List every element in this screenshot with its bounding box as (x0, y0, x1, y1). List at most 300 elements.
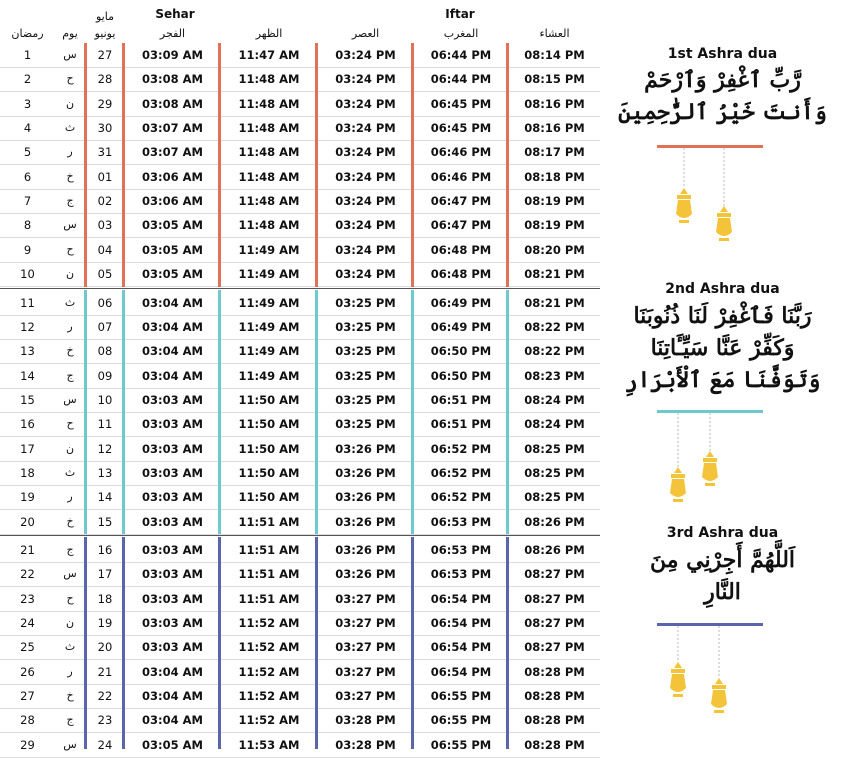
gregorian-day: 15 (97, 514, 113, 529)
ramadan-day: 1 (23, 48, 32, 62)
ramadan-day: 26 (20, 664, 35, 679)
table-row (0, 733, 600, 758)
gregorian-day: 19 (97, 616, 113, 631)
gregorian-day: 30 (97, 121, 113, 136)
ashra-1-column-line (122, 43, 125, 287)
fajr-time: 03:07 AM (142, 121, 203, 136)
table-row (0, 538, 600, 563)
ramadan-day: 9 (23, 242, 32, 257)
fajr-time: 03:04 AM (142, 368, 203, 383)
maghrib-time: 06:45 PM (430, 96, 492, 111)
dhuhr-time: 11:50 AM (238, 490, 300, 505)
lantern-icon (668, 148, 738, 247)
asr-time: 03:24 PM (335, 169, 396, 184)
dhuhr-time: 11:51 AM (238, 567, 300, 582)
isha-time: 08:28 PM (524, 737, 585, 752)
maghrib-time: 06:52 PM (430, 490, 492, 505)
maghrib-time: 06:44 PM (430, 72, 492, 87)
asr-time: 03:25 PM (335, 392, 396, 407)
dhuhr-time: 11:50 AM (238, 441, 300, 456)
maghrib-time: 06:47 PM (430, 194, 492, 209)
ashra-2-column-line (84, 290, 87, 535)
isha-time: 08:20 PM (524, 242, 585, 257)
table-row (0, 611, 600, 636)
gregorian-day: 14 (97, 490, 113, 505)
weekday: ج (66, 194, 74, 208)
table-row (0, 485, 600, 510)
ashra-3-column-line (506, 537, 509, 749)
maghrib-time: 06:52 PM (430, 465, 492, 480)
gregorian-day: 06 (97, 295, 113, 310)
isha-time: 08:19 PM (524, 218, 585, 233)
ramadan-day: 25 (20, 640, 35, 655)
ashra-2-dua-line: رَبَّنَا فَٱغْفِرْ لَنَا ذُنُوبَنَا (633, 303, 812, 329)
maghrib-time: 06:45 PM (430, 121, 492, 136)
ramadan-day: 18 (20, 465, 35, 480)
maghrib-time: 06:46 PM (430, 145, 492, 160)
asr-time: 03:24 PM (335, 72, 396, 87)
dhuhr-time: 11:48 AM (238, 96, 300, 111)
fajr-time: 03:04 AM (142, 344, 203, 359)
weekday: ن (65, 441, 75, 455)
fajr-time: 03:03 AM (142, 392, 203, 407)
ramadan-day: 27 (20, 689, 35, 704)
fajr-time: 03:03 AM (142, 465, 203, 480)
asr-time: 03:25 PM (335, 295, 396, 310)
isha-time: 08:28 PM (524, 689, 585, 704)
maghrib-time: 06:47 PM (430, 218, 492, 233)
fajr-time: 03:06 AM (142, 194, 203, 209)
gregorian-day: 05 (97, 267, 113, 282)
weekday: ر (67, 145, 73, 159)
weekday: ج (66, 713, 74, 727)
table-row (0, 437, 600, 462)
weekday: ج (66, 368, 74, 382)
maghrib-time: 06:51 PM (430, 392, 492, 407)
gregorian-day: 21 (97, 664, 113, 679)
ramadan-day: 14 (20, 368, 35, 383)
isha-time: 08:27 PM (524, 640, 585, 655)
isha-time: 08:27 PM (524, 567, 585, 582)
asr-time: 03:27 PM (335, 640, 396, 655)
june-header: يونيو (94, 27, 116, 40)
dhuhr-time: 11:49 AM (238, 242, 300, 257)
isha-time: 08:26 PM (524, 543, 585, 557)
ramadan-day: 15 (20, 392, 35, 407)
ashra-dua-panel (600, 0, 845, 749)
maghrib-time: 06:55 PM (430, 737, 492, 752)
fajr-time: 03:04 AM (142, 713, 203, 728)
asr-time: 03:26 PM (335, 441, 396, 456)
ashra-1-column-line (84, 43, 87, 287)
ashra-3-dua-line: اَللَّهُمَّ أَجِرْنِي مِنَ (649, 547, 796, 573)
lantern-icon (666, 413, 736, 512)
asr-time: 03:27 PM (335, 591, 396, 606)
section-separator (0, 535, 600, 536)
maghrib-time: 06:48 PM (430, 267, 492, 282)
isha-time: 08:27 PM (524, 591, 585, 606)
table-row (0, 238, 600, 263)
ramadan-day: 21 (20, 543, 35, 557)
fajr-time: 03:05 AM (142, 267, 203, 282)
isha-time: 08:25 PM (524, 441, 585, 456)
dhuhr-time: 11:52 AM (238, 616, 300, 631)
day-header: يوم (62, 27, 78, 40)
dhuhr-header: الظهر (255, 27, 283, 40)
asr-time: 03:25 PM (335, 417, 396, 432)
maghrib-time: 06:54 PM (430, 616, 492, 631)
ashra-1-column-line (315, 43, 318, 287)
ramadan-day: 6 (23, 169, 32, 184)
ramadan-day: 28 (20, 713, 35, 728)
asr-time: 03:24 PM (335, 218, 396, 233)
dhuhr-time: 11:52 AM (238, 640, 300, 655)
dhuhr-time: 11:49 AM (238, 368, 300, 383)
fajr-time: 03:08 AM (142, 96, 203, 111)
dhuhr-time: 11:48 AM (238, 145, 300, 160)
weekday: ر (67, 490, 73, 504)
maghrib-time: 06:50 PM (430, 368, 492, 383)
asr-time: 03:28 PM (335, 713, 396, 728)
asr-time: 03:24 PM (335, 242, 396, 257)
dhuhr-time: 11:50 AM (238, 392, 300, 407)
dhuhr-time: 11:50 AM (238, 417, 300, 432)
table-row (0, 291, 600, 316)
asr-time: 03:25 PM (335, 319, 396, 334)
asr-time: 03:27 PM (335, 616, 396, 631)
dhuhr-time: 11:49 AM (238, 295, 300, 310)
gregorian-day: 31 (97, 145, 113, 160)
dhuhr-time: 11:49 AM (238, 319, 300, 334)
fajr-time: 03:03 AM (142, 417, 203, 432)
ashra-2-title: 2nd Ashra dua (665, 281, 780, 297)
table-row (0, 364, 600, 389)
ashra-1-column-line (218, 43, 221, 287)
fajr-time: 03:03 AM (142, 640, 203, 655)
gregorian-day: 13 (97, 465, 113, 480)
weekday: ث (64, 640, 76, 654)
isha-time: 08:21 PM (524, 295, 585, 310)
gregorian-day: 03 (97, 218, 113, 233)
table-row (0, 388, 600, 413)
weekday: ح (66, 72, 74, 86)
isha-time: 08:15 PM (524, 72, 585, 87)
table-row (0, 213, 600, 238)
asr-time: 03:24 PM (335, 267, 396, 282)
weekday: خ (66, 169, 74, 183)
maghrib-time: 06:53 PM (430, 514, 492, 529)
dhuhr-time: 11:51 AM (238, 543, 300, 557)
maghrib-time: 06:54 PM (430, 640, 492, 655)
fajr-time: 03:03 AM (142, 591, 203, 606)
gregorian-day: 29 (97, 96, 113, 111)
fajr-time: 03:05 AM (142, 218, 203, 233)
ashra-1-column-line (506, 43, 509, 287)
isha-time: 08:28 PM (524, 664, 585, 679)
gregorian-day: 20 (97, 640, 113, 655)
may-header: مايو (96, 10, 114, 23)
dhuhr-time: 11:48 AM (238, 72, 300, 87)
asr-time: 03:24 PM (335, 96, 396, 111)
fajr-time: 03:03 AM (142, 441, 203, 456)
dhuhr-time: 11:51 AM (238, 514, 300, 529)
table-row (0, 165, 600, 190)
ashra-3-column-line (84, 537, 87, 749)
dhuhr-time: 11:47 AM (238, 48, 300, 62)
asr-time: 03:26 PM (335, 567, 396, 582)
asr-time: 03:27 PM (335, 664, 396, 679)
table-row (0, 116, 600, 141)
maghrib-time: 06:52 PM (430, 441, 492, 456)
weekday: خ (66, 344, 74, 358)
ramadan-header: رمضان (11, 27, 44, 40)
ashra-3-column-line (122, 537, 125, 749)
fajr-time: 03:03 AM (142, 543, 203, 557)
asr-header: العصر (351, 27, 380, 40)
gregorian-day: 28 (97, 72, 113, 87)
maghrib-time: 06:55 PM (430, 713, 492, 728)
ramadan-day: 11 (20, 295, 35, 310)
weekday: س (63, 392, 77, 406)
fajr-time: 03:04 AM (142, 319, 203, 334)
weekday: خ (66, 689, 74, 703)
ashra-3-dua-line: النَّارِ (704, 579, 741, 605)
table-row (0, 43, 600, 68)
table-row (0, 635, 600, 660)
gregorian-day: 27 (97, 48, 113, 62)
isha-time: 08:23 PM (524, 368, 585, 383)
ashra-1-column-line (411, 43, 414, 287)
maghrib-time: 06:55 PM (430, 689, 492, 704)
iftar-header: Iftar (445, 7, 475, 21)
weekday: ن (65, 616, 75, 630)
ashra-2-column-line (315, 290, 318, 535)
asr-time: 03:24 PM (335, 121, 396, 136)
ashra-1-dua (600, 64, 845, 128)
asr-time: 03:24 PM (335, 145, 396, 160)
ashra-2-column-line (411, 290, 414, 535)
gregorian-day: 08 (97, 344, 113, 359)
asr-time: 03:26 PM (335, 514, 396, 529)
ramadan-day: 13 (20, 344, 35, 359)
asr-time: 03:26 PM (335, 465, 396, 480)
dhuhr-time: 11:49 AM (238, 344, 300, 359)
gregorian-day: 17 (97, 567, 113, 582)
asr-time: 03:25 PM (335, 344, 396, 359)
table-row (0, 510, 600, 535)
isha-time: 08:18 PM (524, 169, 585, 184)
fajr-time: 03:03 AM (142, 514, 203, 529)
ashra-2-column-line (122, 290, 125, 535)
ramadan-day: 7 (23, 194, 32, 209)
maghrib-time: 06:48 PM (430, 242, 492, 257)
fajr-time: 03:07 AM (142, 145, 203, 160)
sehar-header: Sehar (155, 7, 195, 21)
isha-time: 08:26 PM (524, 514, 585, 529)
isha-time: 08:28 PM (524, 713, 585, 728)
isha-time: 08:25 PM (524, 465, 585, 480)
isha-time: 08:16 PM (524, 121, 585, 136)
gregorian-day: 11 (97, 417, 113, 432)
gregorian-day: 16 (97, 543, 113, 557)
table-row (0, 315, 600, 340)
isha-time: 08:24 PM (524, 417, 585, 432)
dhuhr-time: 11:49 AM (238, 267, 300, 282)
weekday: ح (66, 591, 74, 605)
ramadan-day: 2 (23, 72, 32, 87)
fajr-time: 03:04 AM (142, 295, 203, 310)
maghrib-time: 06:49 PM (430, 295, 492, 310)
ashra-2-dua-line: وَتَوَفَّنَا مَعَ ٱلْأَبْرَارِ (624, 367, 821, 393)
maghrib-time: 06:54 PM (430, 591, 492, 606)
fajr-time: 03:08 AM (142, 72, 203, 87)
fajr-time: 03:09 AM (142, 48, 203, 62)
gregorian-day: 09 (97, 368, 113, 383)
dhuhr-time: 11:48 AM (238, 218, 300, 233)
ramadan-day: 20 (20, 514, 35, 529)
table-row (0, 587, 600, 612)
gregorian-day: 22 (97, 689, 113, 704)
asr-time: 03:27 PM (335, 689, 396, 704)
ramadan-day: 5 (23, 145, 32, 160)
ashra-2-dua (600, 300, 845, 396)
fajr-time: 03:04 AM (142, 689, 203, 704)
isha-time: 08:27 PM (524, 616, 585, 631)
weekday: ح (66, 242, 74, 256)
section-separator (0, 288, 600, 289)
gregorian-day: 10 (97, 392, 113, 407)
ashra-1-dua-line: رَّبِّ ٱغْفِرْ وَٱرْحَمْ (644, 67, 801, 93)
maghrib-time: 06:49 PM (430, 319, 492, 334)
ashra-3-column-line (218, 537, 221, 749)
gregorian-day: 18 (97, 591, 113, 606)
ashra-3-dua (600, 544, 845, 608)
ramadan-day: 17 (20, 441, 35, 456)
maghrib-time: 06:46 PM (430, 169, 492, 184)
ashra-2-dua-line: وَكَفِّرْ عَنَّا سَيِّـَٔاتِنَا (650, 335, 795, 361)
dhuhr-time: 11:48 AM (238, 121, 300, 136)
asr-time: 03:25 PM (335, 368, 396, 383)
ashra-3-column-line (411, 537, 414, 749)
gregorian-day: 01 (97, 169, 113, 184)
maghrib-time: 06:53 PM (430, 567, 492, 582)
ramadan-day: 19 (20, 490, 35, 505)
weekday: س (63, 737, 77, 751)
fajr-time: 03:03 AM (142, 616, 203, 631)
weekday: س (63, 48, 77, 61)
weekday: خ (66, 514, 74, 528)
dhuhr-time: 11:48 AM (238, 169, 300, 184)
weekday: ث (64, 295, 76, 309)
gregorian-day: 24 (97, 737, 113, 752)
asr-time: 03:26 PM (335, 490, 396, 505)
isha-time: 08:17 PM (524, 145, 585, 160)
ashra-3-title: 3rd Ashra dua (666, 525, 779, 541)
ashra-1-title: 1st Ashra dua (667, 46, 778, 62)
gregorian-day: 12 (97, 441, 113, 456)
isha-time: 08:22 PM (524, 319, 585, 334)
table-row (0, 92, 600, 117)
ashra-2-column-line (506, 290, 509, 535)
weekday: ن (65, 267, 75, 281)
ramadan-day: 3 (23, 96, 32, 111)
fajr-time: 03:04 AM (142, 664, 203, 679)
maghrib-time: 06:51 PM (430, 417, 492, 432)
table-row (0, 140, 600, 165)
asr-time: 03:26 PM (335, 543, 396, 557)
isha-time: 08:21 PM (524, 267, 585, 282)
fajr-time: 03:05 AM (142, 737, 203, 752)
weekday: س (63, 567, 77, 581)
maghrib-time: 06:53 PM (430, 543, 492, 557)
gregorian-day: 23 (97, 713, 113, 728)
isha-header: العشاء (539, 27, 570, 40)
asr-time: 03:28 PM (335, 737, 396, 752)
table-row (0, 562, 600, 587)
gregorian-day: 04 (97, 242, 113, 257)
table-row (0, 684, 600, 709)
maghrib-time: 06:44 PM (430, 48, 492, 62)
table-row (0, 67, 600, 92)
ashra-3-column-line (315, 537, 318, 749)
isha-time: 08:22 PM (524, 344, 585, 359)
weekday: ر (67, 319, 73, 333)
isha-time: 08:19 PM (524, 194, 585, 209)
weekday: ن (65, 96, 75, 110)
isha-time: 08:24 PM (524, 392, 585, 407)
weekday: ث (64, 121, 76, 135)
ramadan-day: 8 (23, 218, 32, 233)
gregorian-day: 02 (97, 194, 113, 209)
dhuhr-time: 11:52 AM (238, 713, 300, 728)
ramadan-day: 24 (20, 616, 35, 631)
maghrib-time: 06:54 PM (430, 664, 492, 679)
lantern-icon (662, 626, 732, 730)
table-row (0, 262, 600, 287)
ramadan-day: 4 (23, 121, 32, 136)
weekday: ث (64, 465, 76, 479)
dhuhr-time: 11:48 AM (238, 194, 300, 209)
ramadan-day: 12 (20, 319, 35, 334)
table-row (0, 660, 600, 685)
dhuhr-time: 11:52 AM (238, 689, 300, 704)
weekday: ح (66, 417, 74, 431)
table-row (0, 412, 600, 437)
ramadan-day: 23 (20, 591, 35, 606)
weekday: ج (66, 543, 74, 556)
maghrib-header: المغرب (443, 27, 479, 40)
asr-time: 03:24 PM (335, 194, 396, 209)
fajr-time: 03:03 AM (142, 567, 203, 582)
ashra-2-column-line (218, 290, 221, 535)
ashra-1-dua-line: وَأَنتَ خَيْرُ ٱلرَّٰحِمِينَ (618, 99, 827, 125)
isha-time: 08:16 PM (524, 96, 585, 111)
asr-time: 03:24 PM (335, 48, 396, 62)
table-row (0, 708, 600, 733)
table-row (0, 461, 600, 486)
gregorian-day: 07 (97, 319, 113, 334)
isha-time: 08:14 PM (524, 48, 585, 62)
fajr-time: 03:03 AM (142, 490, 203, 505)
ramadan-day: 29 (20, 737, 35, 752)
fajr-time: 03:06 AM (142, 169, 203, 184)
weekday: س (63, 218, 77, 232)
dhuhr-time: 11:50 AM (238, 465, 300, 480)
maghrib-time: 06:50 PM (430, 344, 492, 359)
table-row (0, 339, 600, 364)
fajr-header: الفجر (159, 27, 186, 40)
weekday: ر (67, 664, 73, 678)
